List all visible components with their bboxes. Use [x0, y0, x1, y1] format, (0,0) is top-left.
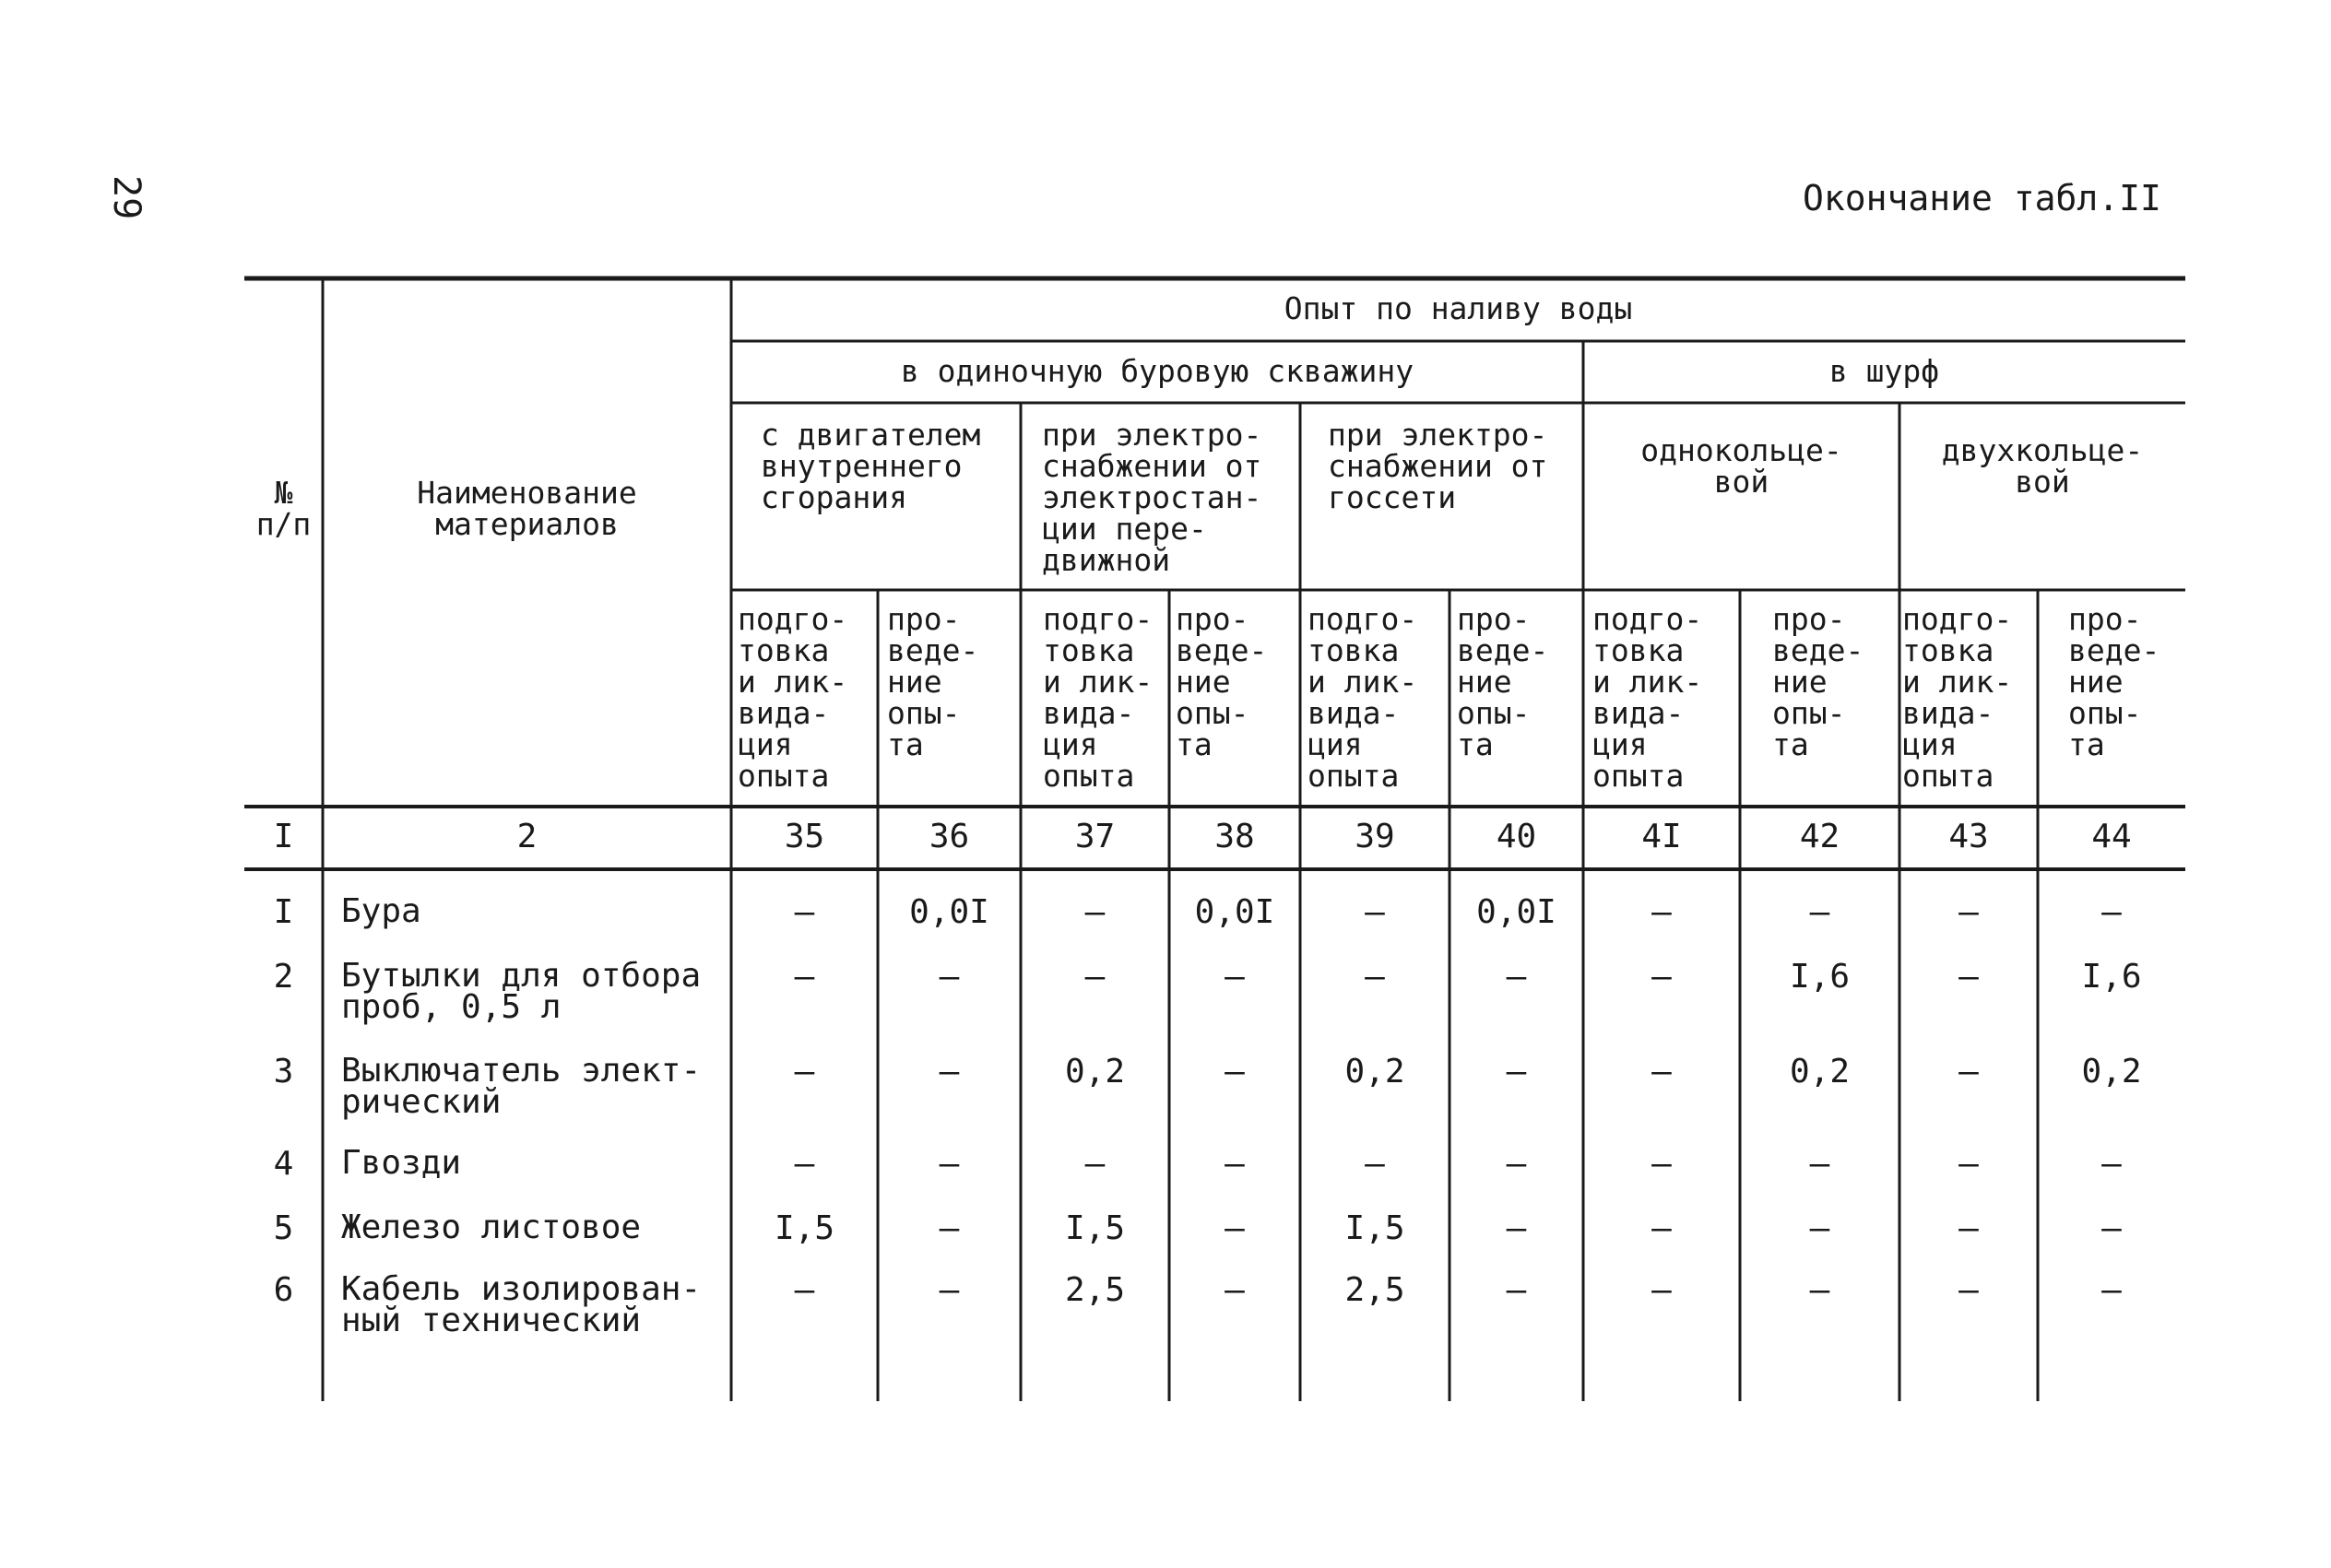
row-number: 3	[273, 1053, 294, 1091]
quantity-cell: 0,2	[1789, 1053, 1851, 1091]
material-name: Гвозди	[341, 1144, 462, 1182]
quantity-cell: 2,5	[1064, 1271, 1126, 1309]
quantity-cell: –	[1225, 1209, 1245, 1247]
quantity-cell: –	[794, 893, 815, 931]
quantity-cell: –	[1506, 1053, 1527, 1091]
quantity-cell: –	[939, 1271, 960, 1309]
quantity-cell: –	[1958, 958, 1979, 996]
column-number: 36	[929, 818, 970, 855]
quantity-cell: –	[1651, 1209, 1672, 1247]
quantity-cell: –	[1651, 1271, 1672, 1309]
column-number: 35	[784, 818, 825, 855]
header-name: Наименование материалов	[417, 475, 637, 542]
quantity-cell: –	[939, 1145, 960, 1183]
table-caption: Окончание табл.II	[1803, 178, 2161, 218]
quantity-cell: 0,0I	[1194, 893, 1275, 931]
header-phase-prep: подго- товка и лик- вида- ция опыта	[738, 601, 848, 794]
quantity-cell: –	[1958, 1053, 1979, 1091]
header-phase-run: про- веде- ние опы- та	[887, 601, 979, 762]
quantity-cell: –	[1958, 1271, 1979, 1309]
quantity-cell: –	[1958, 1209, 1979, 1247]
page-number: 29	[105, 175, 148, 220]
quantity-cell: –	[794, 1271, 815, 1309]
quantity-cell: 0,0I	[1476, 893, 1556, 931]
quantity-cell: –	[1506, 1145, 1527, 1183]
quantity-cell: –	[2101, 1145, 2122, 1183]
header-phase-prep: подго- товка и лик- вида- ция опыта	[1043, 601, 1154, 794]
quantity-cell: –	[1506, 1271, 1527, 1309]
quantity-cell: –	[939, 958, 960, 996]
quantity-cell: –	[1084, 958, 1106, 996]
column-number: 39	[1355, 818, 1395, 855]
header-phase-run: про- веде- ние опы- та	[2068, 601, 2160, 762]
quantity-cell: –	[1225, 958, 1245, 996]
quantity-cell: I,6	[2081, 958, 2142, 996]
quantity-cell: –	[1225, 1053, 1245, 1091]
quantity-cell: –	[2101, 893, 2122, 931]
header-phase-run: про- веде- ние опы- та	[1457, 601, 1549, 762]
quantity-cell: –	[794, 958, 815, 996]
quantity-cell: –	[1225, 1271, 1245, 1309]
header-phase-run: про- веде- ние опы- та	[1176, 601, 1268, 762]
quantity-cell: –	[794, 1053, 815, 1091]
quantity-cell: –	[939, 1209, 960, 1247]
header-pit: в шурф	[1828, 353, 1940, 389]
column-number: 44	[2091, 818, 2132, 855]
quantity-cell: –	[1225, 1145, 1245, 1183]
column-number: 2	[516, 818, 538, 855]
row-number: 4	[273, 1145, 294, 1183]
quantity-cell: I,5	[1064, 1209, 1126, 1247]
quantity-cell: –	[1809, 1271, 1830, 1309]
quantity-cell: –	[1809, 1209, 1830, 1247]
quantity-cell: –	[1958, 893, 1979, 931]
header-mode-double-ring: двухкольце- вой	[1941, 432, 2144, 500]
material-name: Железо листовое	[341, 1208, 642, 1246]
quantity-cell: I,5	[1344, 1209, 1405, 1247]
row-number: 6	[273, 1271, 294, 1309]
header-mode-engine: с двигателем внутреннего сгорания	[761, 417, 981, 515]
header-mode-grid: при электро- снабжении от госсети	[1328, 417, 1548, 515]
quantity-cell: –	[1365, 958, 1385, 996]
quantity-cell: –	[1506, 958, 1527, 996]
quantity-cell: 0,2	[1064, 1053, 1126, 1091]
quantity-cell: –	[1651, 958, 1672, 996]
column-number: 40	[1496, 818, 1537, 855]
material-name: Кабель изолирован- ный технический	[341, 1270, 702, 1339]
column-number: 37	[1074, 818, 1116, 855]
quantity-cell: –	[939, 1053, 960, 1091]
quantity-cell: –	[1651, 1145, 1672, 1183]
header-mode-mobile-station: при электро- снабжении от электростан- ции пере- движной	[1042, 417, 1262, 578]
quantity-cell: –	[1506, 1209, 1527, 1247]
quantity-cell: –	[1651, 893, 1672, 931]
column-number: 38	[1214, 818, 1255, 855]
quantity-cell: 0,2	[1344, 1053, 1405, 1091]
row-number: I	[273, 893, 294, 931]
header-phase-prep: подго- товка и лик- вида- ция опыта	[1902, 601, 2013, 794]
header-phase-run: про- веде- ние опы- та	[1772, 601, 1864, 762]
header-mode-single-ring: однокольце- вой	[1640, 432, 1842, 500]
column-number: 4I	[1641, 818, 1682, 855]
header-phase-prep: подго- товка и лик- вида- ция опыта	[1592, 601, 1703, 794]
quantity-cell: –	[1365, 893, 1385, 931]
quantity-cell: 2,5	[1344, 1271, 1405, 1309]
column-number: I	[273, 818, 294, 855]
material-name: Выключатель элект- рический	[341, 1052, 702, 1121]
row-number: 2	[273, 958, 294, 996]
material-name: Бутылки для отбора проб, 0,5 л	[341, 957, 702, 1026]
quantity-cell: 0,2	[2081, 1053, 2142, 1091]
quantity-cell: –	[2101, 1271, 2122, 1309]
column-number: 43	[1948, 818, 1989, 855]
quantity-cell: –	[1809, 1145, 1830, 1183]
quantity-cell: –	[1084, 1145, 1106, 1183]
quantity-cell: –	[1365, 1145, 1385, 1183]
header-num: № п/п	[255, 475, 312, 542]
quantity-cell: I,6	[1789, 958, 1851, 996]
quantity-cell: –	[1084, 893, 1106, 931]
quantity-cell: I,5	[774, 1209, 835, 1247]
material-name: Бура	[341, 892, 421, 930]
row-number: 5	[273, 1209, 294, 1247]
quantity-cell: –	[1958, 1145, 1979, 1183]
quantity-cell: –	[1651, 1053, 1672, 1091]
quantity-cell: –	[1809, 893, 1830, 931]
quantity-cell: –	[2101, 1209, 2122, 1247]
column-number: 42	[1799, 818, 1840, 855]
header-group: Опыт по наливу воды	[1284, 290, 1633, 326]
quantity-cell: 0,0I	[909, 893, 989, 931]
header-phase-prep: подго- товка и лик- вида- ция опыта	[1307, 601, 1418, 794]
quantity-cell: –	[794, 1145, 815, 1183]
header-borehole: в одиночную буровую скважину	[900, 353, 1414, 389]
